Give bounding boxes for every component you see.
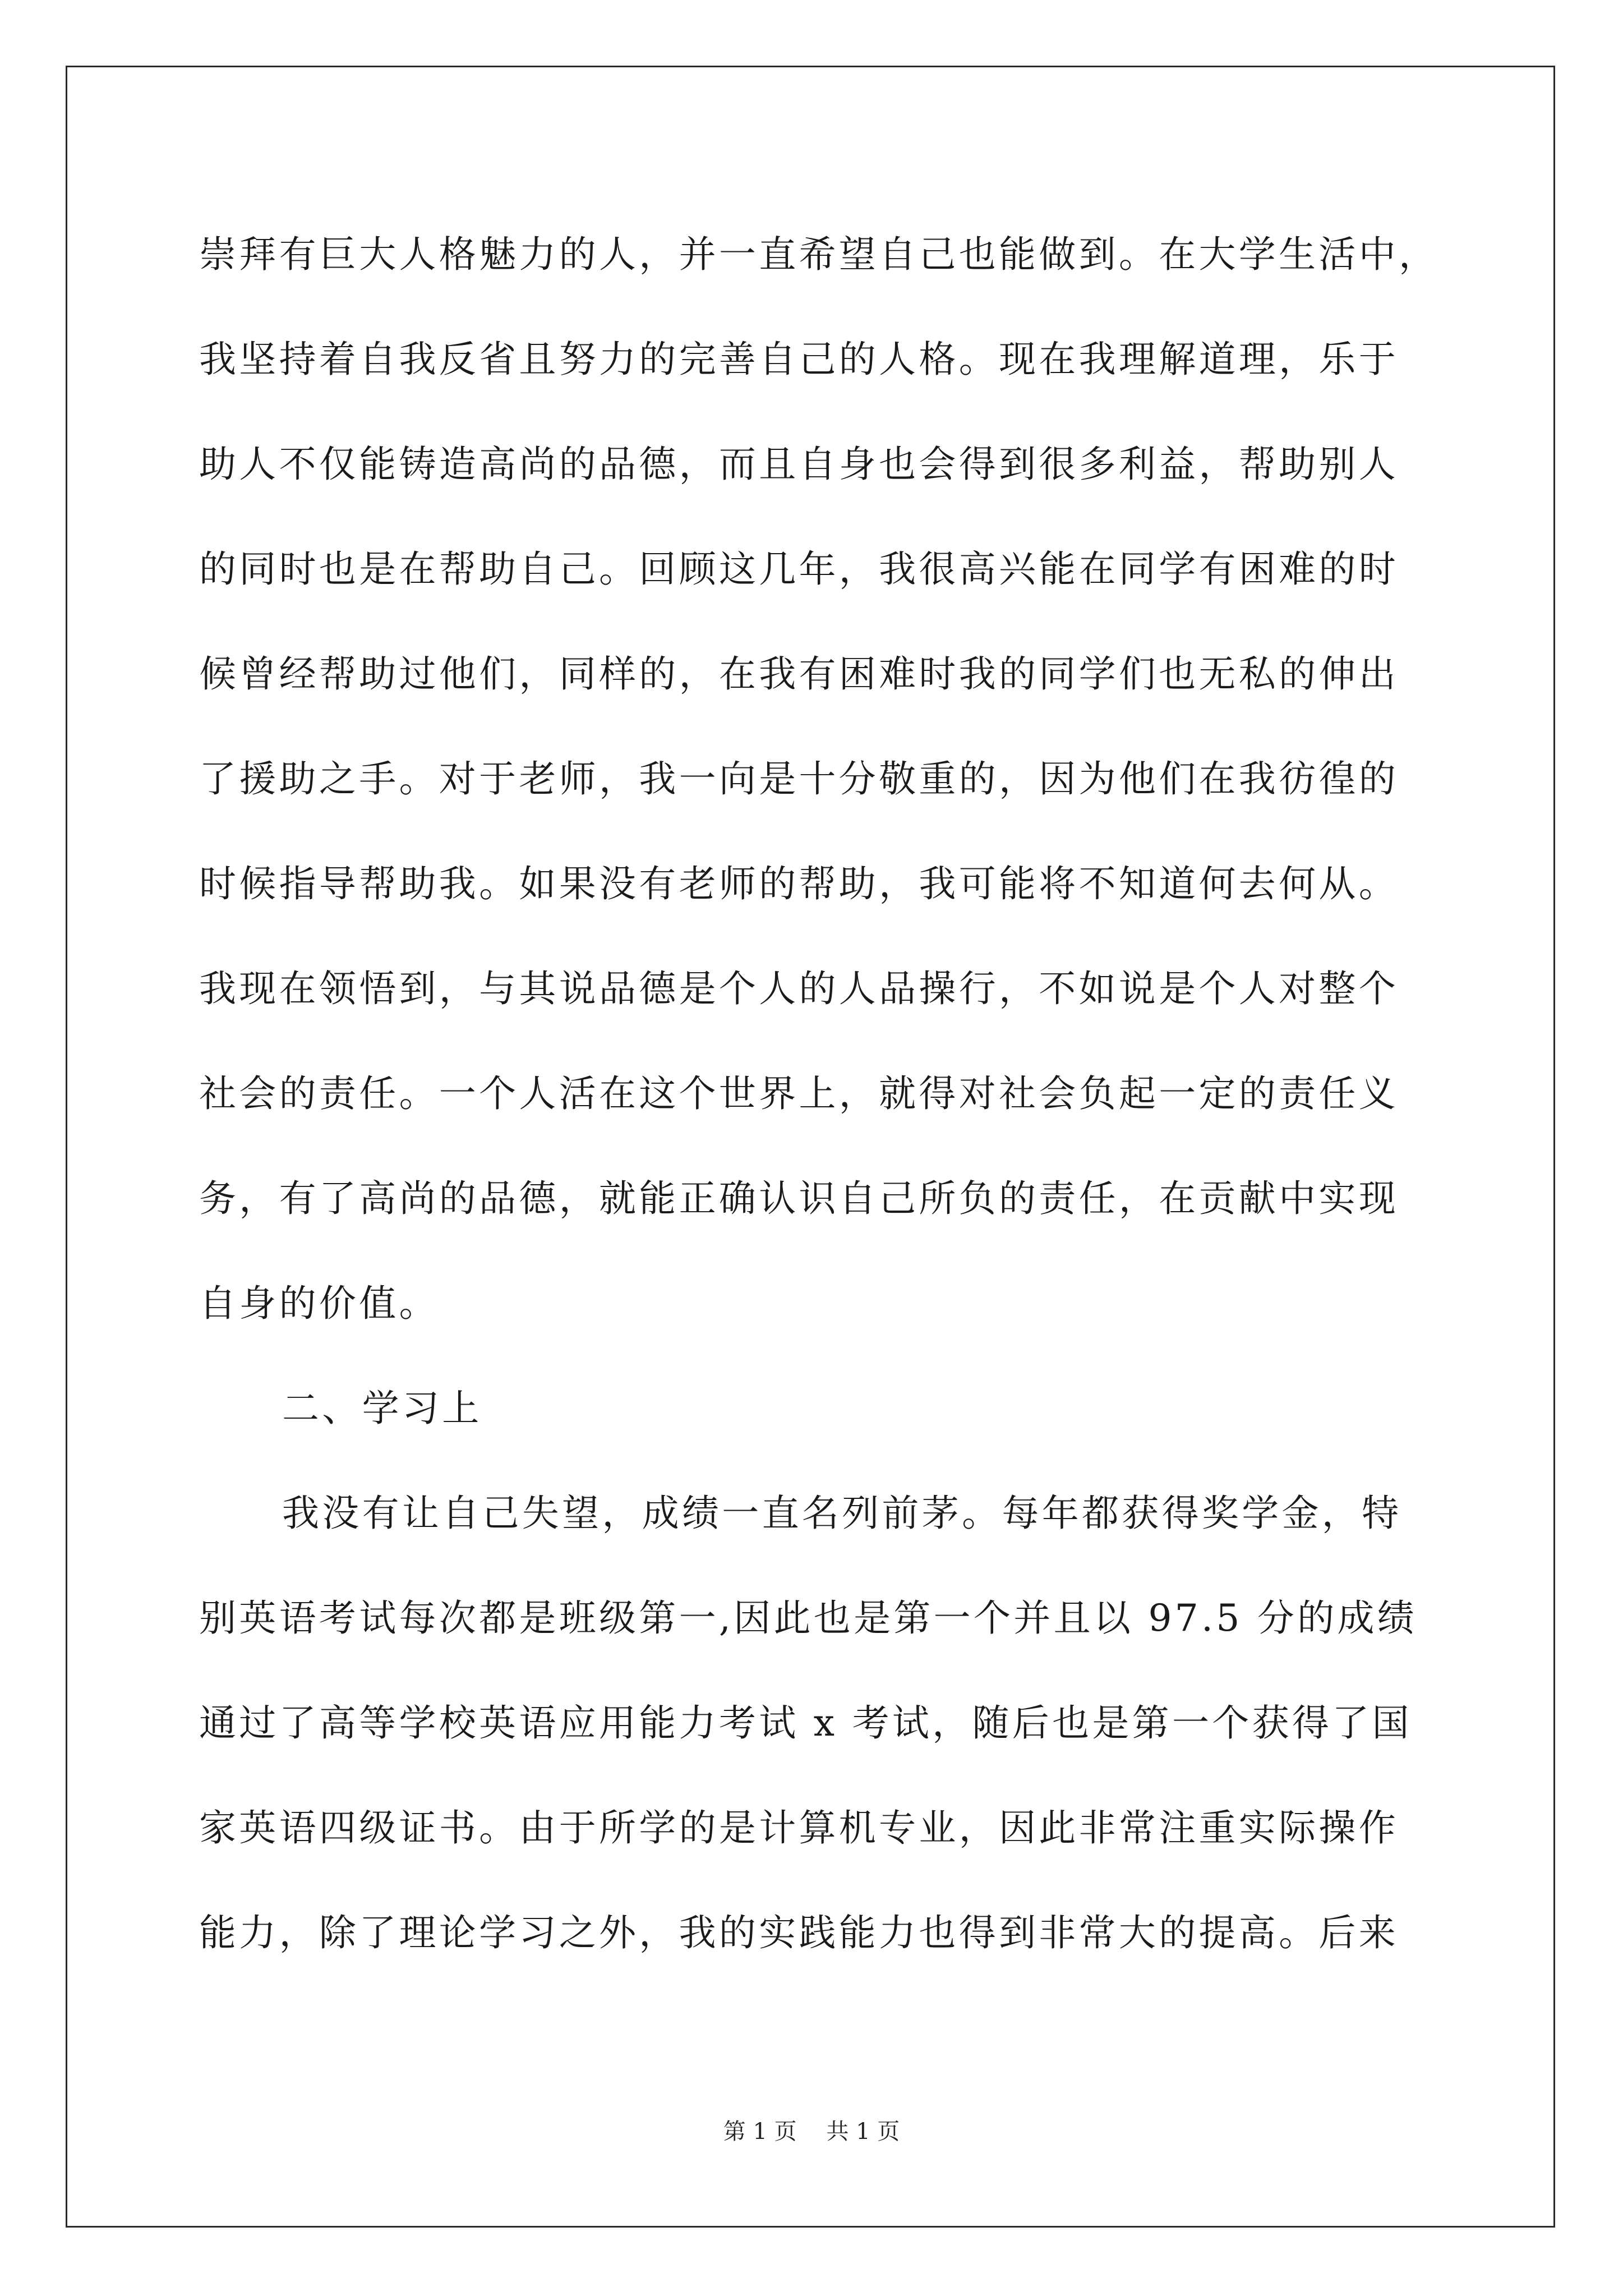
- text-line: 通过了高等学校英语应用能力考试 x 考试，随后也是第一个获得了国: [199, 1701, 1412, 1745]
- text-line: 家英语四级证书。由于所学的是计算机专业，因此非常注重实际操作: [199, 1806, 1399, 1849]
- text-line: 了援助之手。对于老师，我一向是十分敬重的，因为他们在我彷徨的: [199, 757, 1399, 800]
- text-line: 崇拜有巨大人格魅力的人，并一直希望自己也能做到。在大学生活中，: [199, 233, 1439, 276]
- page-number-total: 共 1 页: [826, 2119, 900, 2145]
- text-line: 务，有了高尚的品德，就能正确认识自己所负的责任，在贡献中实现: [199, 1177, 1399, 1220]
- text-line: 二、学习上: [282, 1387, 482, 1430]
- text-line: 助人不仅能铸造高尚的品德，而且自身也会得到很多利益，帮助别人: [199, 443, 1399, 486]
- text-line: 别英语考试每次都是班级第一,因此也是第一个并且以 97.5 分的成绩: [199, 1596, 1418, 1640]
- document-body: [199, 202, 1439, 1985]
- text-line: 时候指导帮助我。如果没有老师的帮助，我可能将不知道何去何从。: [199, 862, 1399, 905]
- text-line: 我坚持着自我反省且努力的完善自己的人格。现在我理解道理，乐于: [199, 338, 1399, 381]
- text-line: 候曾经帮助过他们，同样的，在我有困难时我的同学们也无私的伸出: [199, 652, 1399, 696]
- text-line: 我没有让自己失望，成绩一直名列前茅。每年都获得奖学金，特: [282, 1492, 1402, 1535]
- text-line: 我现在领悟到，与其说品德是个人的人品操行，不如说是个人对整个: [199, 967, 1399, 1010]
- page-footer: [0, 2115, 1623, 2148]
- text-line: 能力，除了理论学习之外，我的实践能力也得到非常大的提高。后来: [199, 1911, 1399, 1954]
- text-line: 自身的价值。: [199, 1282, 439, 1325]
- text-line: 的同时也是在帮助自己。回顾这几年，我很高兴能在同学有困难的时: [199, 547, 1399, 591]
- text-line: 社会的责任。一个人活在这个世界上，就得对社会负起一定的责任义: [199, 1072, 1399, 1115]
- page-number-current: 第 1 页: [723, 2119, 797, 2145]
